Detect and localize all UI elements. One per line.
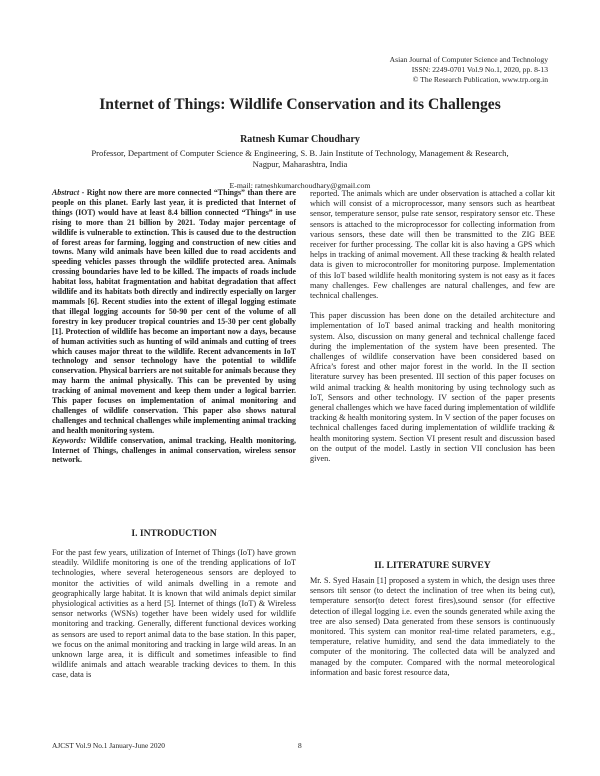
- journal-name: Asian Journal of Computer Science and Technology: [389, 55, 548, 64]
- right-paragraph-2: This paper discussion has been done on the detailed architecture and implementation of IoT based animal tracking and health monitoring system. Also, discussion on many general and technical challenge faced during the implementation of the system have been presented. The challenges of wildlife conservation have been considered based on Africa’s forest and other major forest in the world. In the II section literature survey has been presented. III section of this paper focuses on wild animal tracking & health monitoring by using technology such as IoT, Sensors and other technology. IV section of the paper presents general challenges which we have faced during implementation of wildlife tracking & health monitoring system. In V section of the paper focuses on technical challenges faced during implementation of wildlife tracking & health monitoring system. Section VI present result and discussion based on the output of the model. Lastly in section VII conclusion has been given.: [310, 311, 555, 464]
- literature-body: [310, 576, 555, 688]
- abstract-label: Abstract: [52, 188, 80, 197]
- intro-body: [52, 548, 296, 691]
- affiliation-line-1: Professor, Department of Computer Science & Engineering, S. B. Jain Institute of Technology, Management & Research,: [91, 148, 509, 158]
- intro-paragraph: For the past few years, utilization of Internet of Things (IoT) have grown steadily. Wildlife monitoring is one of the trending applications of IoT technologies, where several heterogeneous sensors are deployed to monitor the activities of wild animals dwelling in a remote and geographically large habitat. It is known that wild animals depict similar physiological activities as a herd [5]. Internet of things (IoT) & Wireless sensor networks (WSNs) together have been widely used for wildlife monitoring and tracking. Generally, different functional devices working as sensors are used to report animal data to the base station. In this paper, we focus on the animal monitoring and tracking in large wild areas. In an unknown large area, it is difficult and sometimes infeasible to find wildlife animals and attach wearable tracking devices to them. In this case, data is: [52, 548, 296, 680]
- journal-publisher: © The Research Publication, www.trp.org.in: [412, 75, 548, 84]
- footer-page-number: 8: [298, 741, 302, 750]
- abstract: [52, 188, 296, 465]
- paper-title: Internet of Things: Wildlife Conservation and its Challenges: [99, 96, 501, 113]
- right-paragraph-1: reported. The animals which are under observation is attached a collar kit which will consist of a microprocessor, many sensors such as heartbeat sensor, temperature sensor, pulse rate sensor, respiratory sensor etc. These sensors is attached to the microprocessor for collecting information from various sensors, these date will then be transmitted to the ZIG BEE receiver for further processing. The collar kit is also having a GPS which helps in tracking of animal movement. All these tracking & health related data is given to microcontroller for monitoring purpose. Implementation of this IoT based wildlife health monitoring system is not easy as it faces many challenges. Few challenges are natural challenges, and few are technical challenges.: [310, 189, 555, 301]
- abstract-text: - Right now there are more connected “Things” than there are people on this planet. Early last year, it is predicted that Internet of things (IOT) would have at least 8.4 billion connected “Things” in use rising to more than 21 billion by 2021. Today major percentage of wildlife is vulnerable to extinction. This is caused due to the destruction of forest areas for farming, logging and construction of new cities and towns. Many wild animals have been killed due to road accidents and speeding vehicles passes through the wildlife protected area. Animals crossing boundaries have led to be killed. The impacts of roads include habitat loss, habitat fragmentation and habitat degradation that affect wildlife and its habitats both directly and indirectly especially on larger mammals [6]. Recent studies into the extent of illegal logging estimate that illegal logging accounts for 50-90 per cent of the volume of all forestry in key producer tropical countries and 15-30 per cent globally [1]. Protection of wildlife has become an important now a days, because of human activities such as hunting of wild animals and cutting of trees which causes major threat to the wildlife. Recent advancements in IoT technology and sensor technology have the potential to wildlife conservation. Physical barriers are not suitable for animals because they may harm the animal physically. This can be prevented by using tracking of animal movement and keep them under a logical barrier. This paper focuses on implementation of animal monitoring and challenges of wildlife conservation. This paper also shows natural challenges and technical challenges while implementing animal tracking and health monitoring system.: [52, 188, 296, 435]
- affiliation-line-2: Nagpur, Maharashtra, India: [252, 159, 348, 169]
- keywords-label: Keywords:: [52, 435, 87, 445]
- affiliation: [45, 148, 555, 170]
- literature-paragraph: Mr. S. Syed Hasain [1] proposed a system in which, the design uses three sensors tilt sensor (to detect the inclination of tree when its being cut), temperature sensor(to detect forest fires),sound sensor (for effective detection of illegal logging i.e. even the sounds generated while axing the tree are also sensed) Data generated from these sensors is continuously monitored. This system can monitor real-time related parameters, e.g., temperature, relative humidity, and send the data immediately to the computer of the monitoring. The collected data will be analyzed and managed by the computer. Compared with the normal meteorological information and basic forest resource data,: [310, 576, 555, 677]
- intro-heading: I. INTRODUCTION: [131, 528, 217, 539]
- literature-heading: II. LITERATURE SURVEY: [374, 560, 491, 571]
- journal-issn: ISSN: 2249-0701 Vol.9 No.1, 2020, pp. 8-13: [411, 65, 548, 74]
- footer-journal: AJCST Vol.9 No.1 January-June 2020: [52, 741, 165, 750]
- right-column-body: [310, 189, 555, 474]
- author-email: E-mail: ratneshkumarchoudhary@gmail.com: [229, 181, 371, 190]
- author-name: Ratnesh Kumar Choudhary: [240, 134, 360, 145]
- keywords-text: Wildlife conservation, animal tracking, Health monitoring, Internet of Things, challenges in animal conservation, wireless sensor network.: [52, 435, 296, 465]
- journal-header: [248, 55, 548, 85]
